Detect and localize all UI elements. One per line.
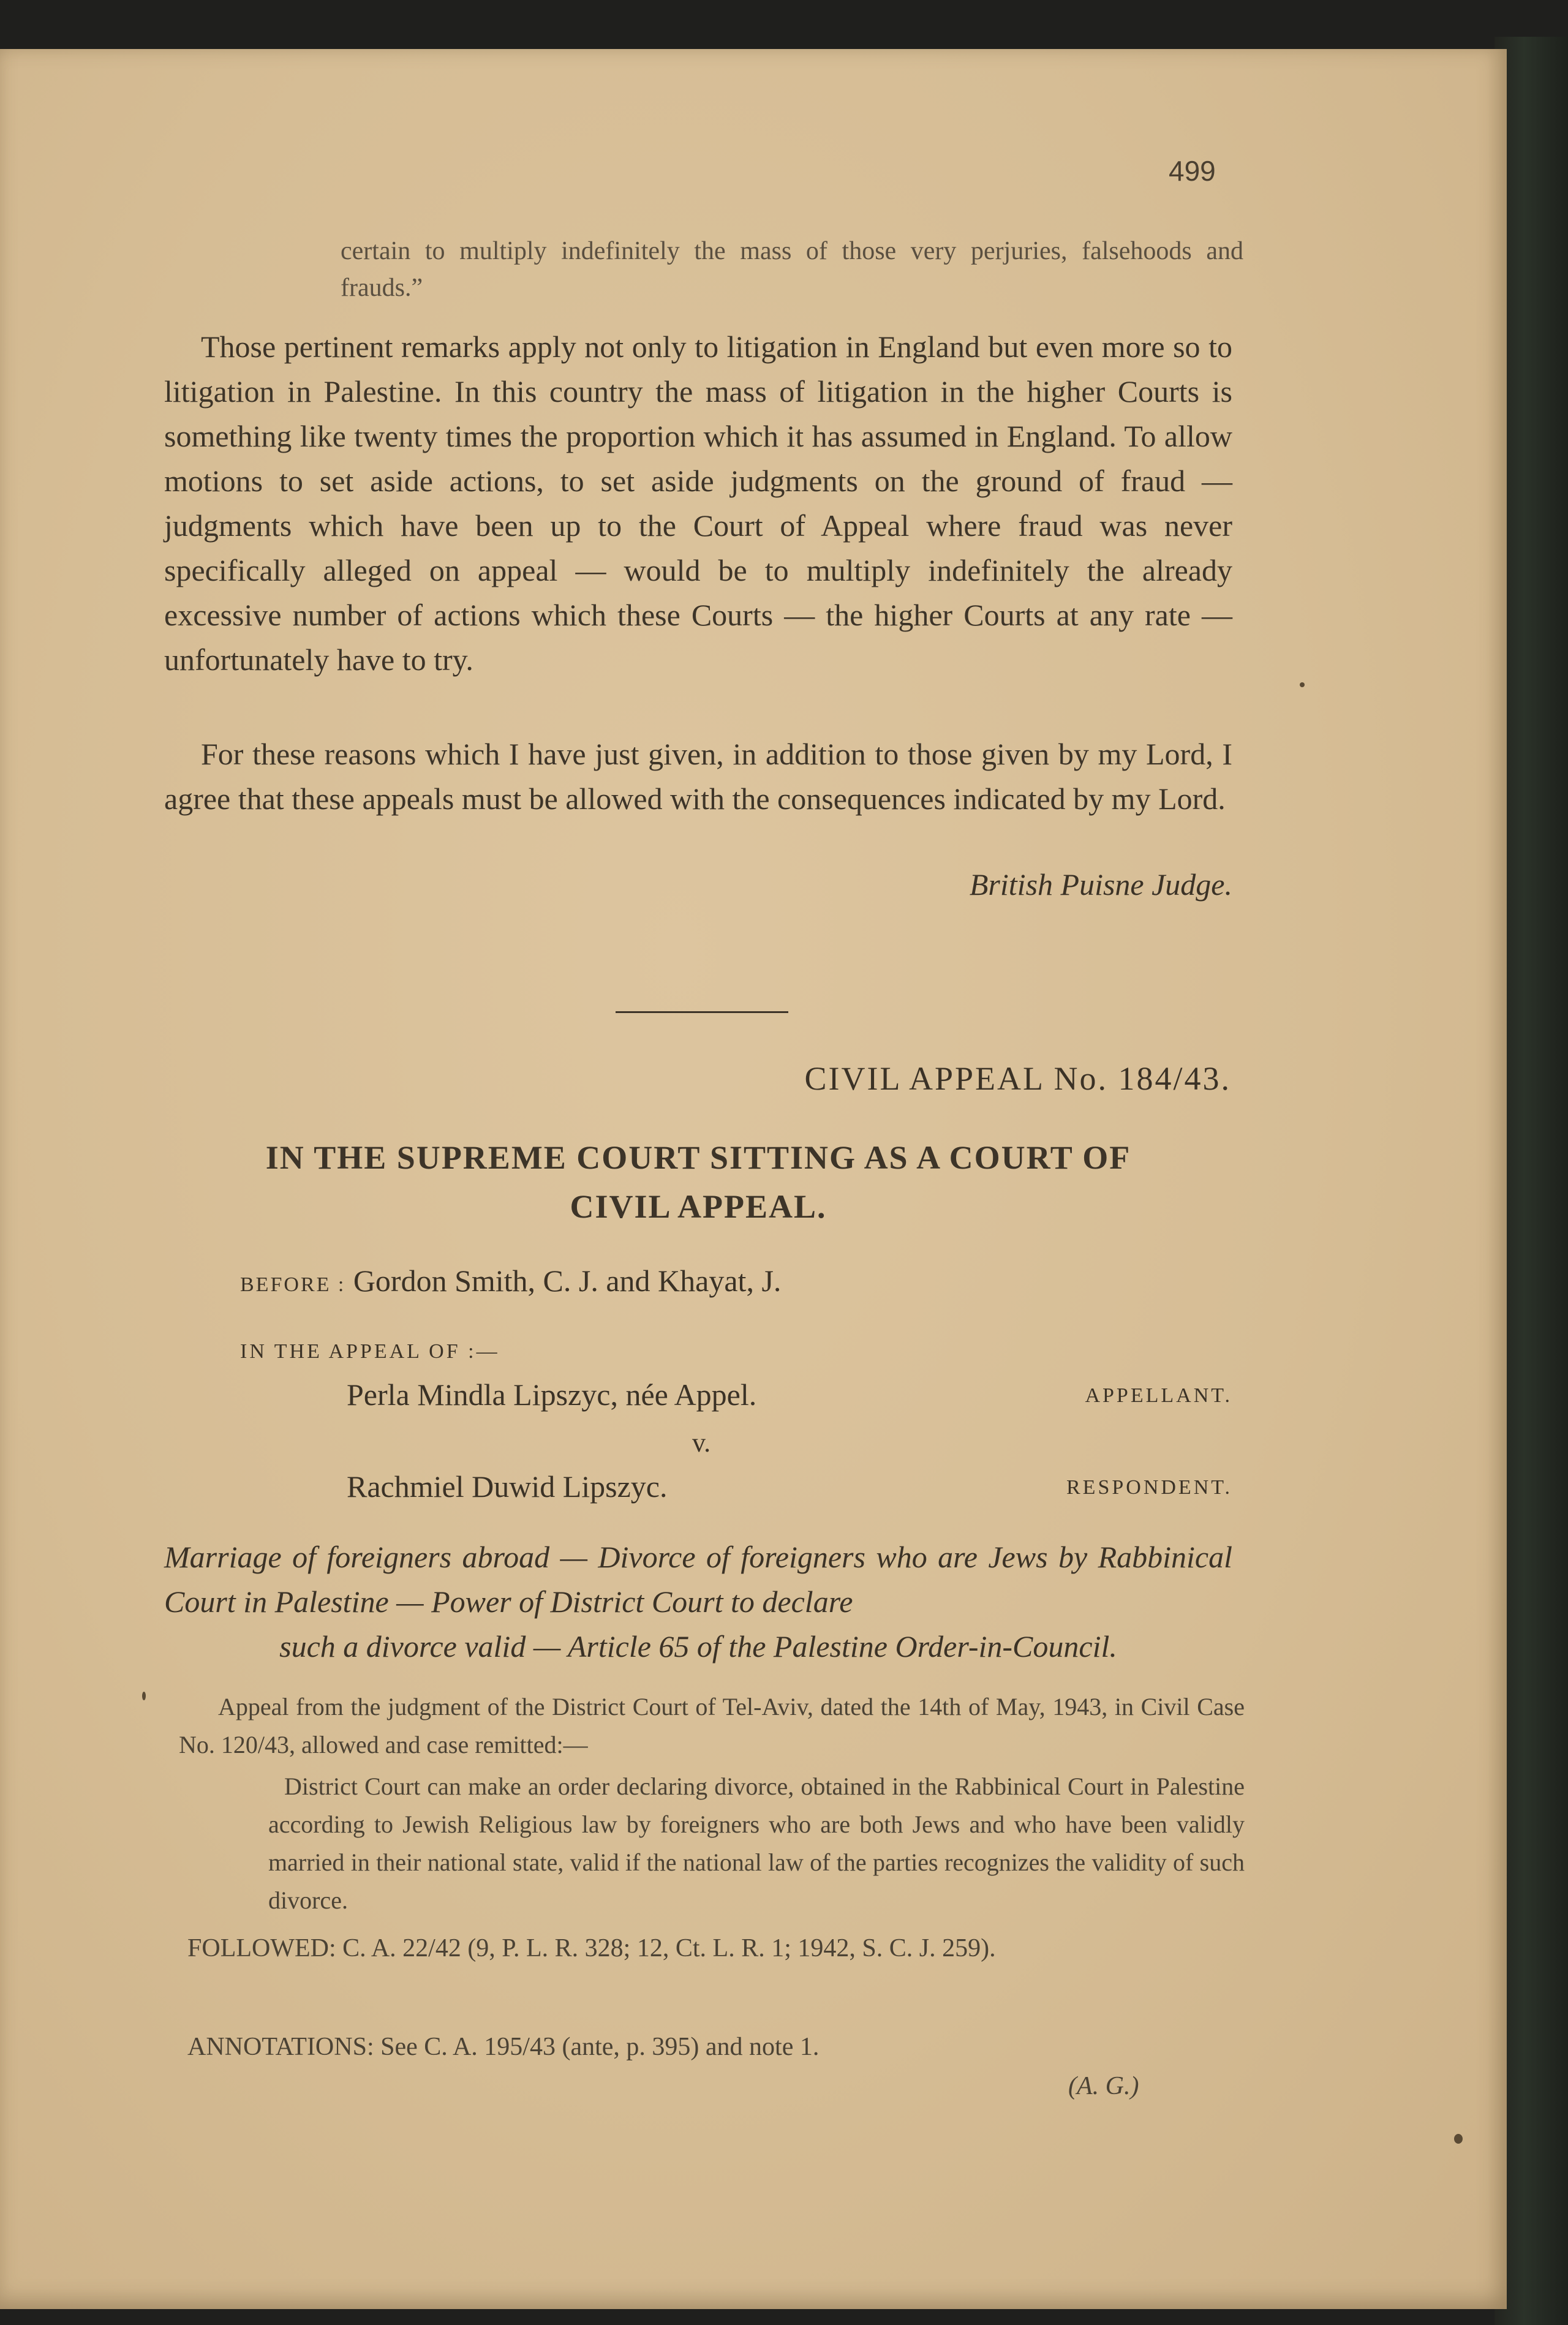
before-line bbox=[240, 1263, 781, 1298]
court-heading-line-2: CIVIL APPEAL. bbox=[570, 1188, 827, 1225]
book-page bbox=[0, 49, 1507, 2309]
versus: v. bbox=[692, 1428, 711, 1458]
section-divider bbox=[616, 1011, 788, 1013]
paper-speck bbox=[1454, 2134, 1463, 2144]
appeal-from: Appeal from the judgment of the District Court of Tel-Aviv, dated the 14th of May, 1943, in Civil Case No. 120/43, allowed and case remitted:— bbox=[179, 1693, 1245, 1758]
headnote bbox=[164, 1535, 1232, 1669]
respondent-role: RESPONDENT. bbox=[1066, 1476, 1232, 1499]
court-heading bbox=[164, 1133, 1232, 1231]
holding-summary: District Court can make an order declaring divorce, obtained in the Rabbinical Court in Palestine according to Jewish Religious law by foreigners who are both Jews and who have been validly married in their national state, valid if the national law of the parties recognizes the validity of such divorce. bbox=[268, 1773, 1245, 1914]
paper-speck bbox=[142, 1692, 146, 1700]
paragraph-conclusion: For these reasons which I have just given, in addition to those given by my Lord, I agree that these appeals must be allowed with the consequences indicated by my Lord. bbox=[164, 737, 1232, 816]
editor-initials: (A. G.) bbox=[1068, 2072, 1139, 2100]
appellant-role: APPELLANT. bbox=[1085, 1384, 1232, 1407]
in-appeal-of-label: IN THE APPEAL OF :— bbox=[240, 1340, 500, 1363]
page-number: 499 bbox=[1169, 155, 1216, 187]
case-title: CIVIL APPEAL No. 184/43. bbox=[804, 1060, 1231, 1097]
court-heading-line-1: IN THE SUPREME COURT SITTING AS A COURT OF bbox=[265, 1139, 1131, 1176]
followed-citation: FOLLOWED: C. A. 22/42 (9, P. L. R. 328; 12, Ct. L. R. 1; 1942, S. C. J. 259). bbox=[187, 1934, 996, 1962]
respondent-name: Rachmiel Duwid Lipszyc. bbox=[347, 1469, 668, 1504]
before-label: BEFORE : bbox=[240, 1273, 346, 1296]
headnote-last-line: such a divorce valid — Article 65 of the Palestine Order-in-Council. bbox=[279, 1629, 1117, 1664]
paragraph-remarks: Those pertinent remarks apply not only to litigation in England but even more so to litigation in Palestine. In this country the mass of litigation in the higher Courts is something like twenty times the proportion which it has assumed in England. To allow motions to set aside actions, to set aside judgments on the ground of fraud — judgments which have been up to the Court of Appeal where fraud was never specifically alleged on appeal — would be to multiply indefinitely the already excessive number of actions which these Courts — the higher Courts at any rate — unfortunately have to try. bbox=[164, 330, 1232, 677]
paper-speck bbox=[1300, 682, 1305, 687]
annotations: ANNOTATIONS: See C. A. 195/43 (ante, p. 395) and note 1. bbox=[187, 2033, 820, 2061]
judge-signature: British Puisne Judge. bbox=[969, 867, 1232, 902]
appellant-name: Perla Mindla Lipszyc, née Appel. bbox=[347, 1377, 757, 1412]
quoted-passage-end: certain to multiply indefinitely the mass of those very perjuries, falsehoods and frauds.” bbox=[341, 237, 1243, 302]
before-judges: Gordon Smith, C. J. and Khayat, J. bbox=[353, 1264, 782, 1298]
headnote-main: Marriage of foreigners abroad — Divorce of foreigners who are Jews by Rabbinical Court in Palestine — Power of District Court to declare bbox=[164, 1540, 1232, 1619]
